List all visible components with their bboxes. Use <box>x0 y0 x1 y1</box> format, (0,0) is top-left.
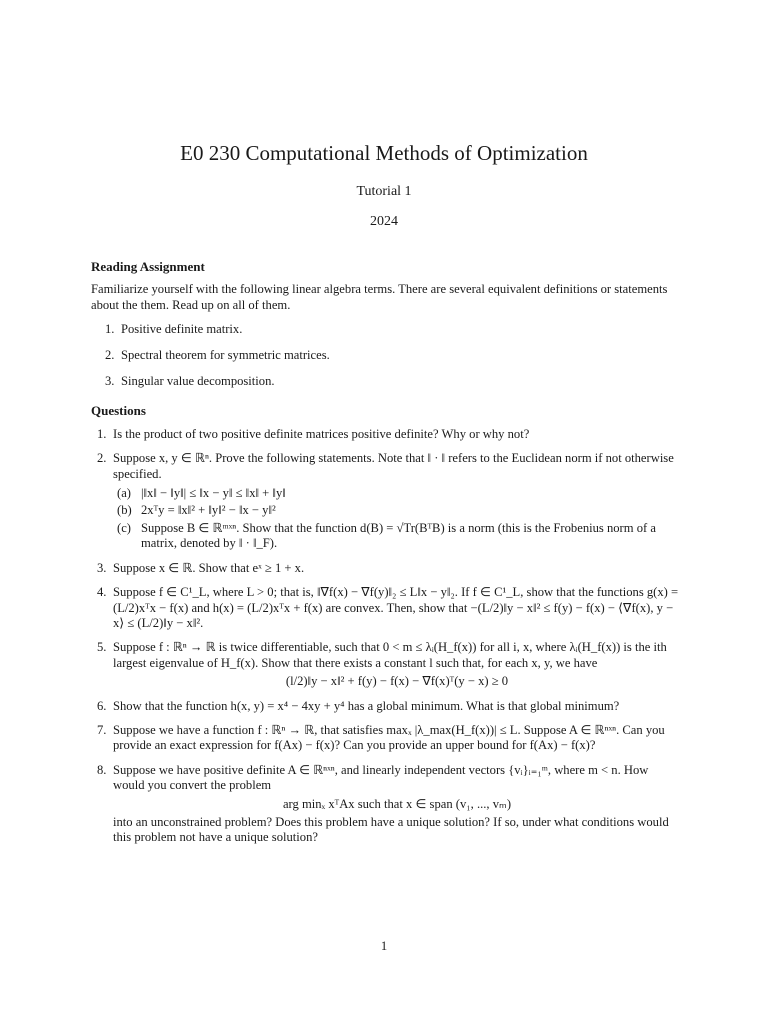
questions-heading: Questions <box>91 403 146 419</box>
document-body <box>91 259 681 855</box>
question-2b: (b) 2xᵀy = ‖x‖² + ‖y‖² − ‖x − y‖² <box>117 503 276 518</box>
question-8: 8. Suppose we have positive definite A ∈ ℝⁿˣⁿ, and linearly independent vectors {vᵢ}ᵢ₌₁ᵐ, where m < n. How would you convert the problem arg minₓ xᵀAx such that x ∈ span (v₁, ..., vₘ) into an unconstrained problem? Does this problem have a unique solution? If so, under what conditions would this problem not have a unique solution? <box>91 763 681 846</box>
question-2-parts <box>113 486 681 552</box>
reading-assignment-section <box>91 259 681 389</box>
reading-list <box>91 322 681 389</box>
question-6: 6. Show that the function h(x, y) = x⁴ − 4xy + y⁴ has a global minimum. What is that global minimum? <box>97 698 620 713</box>
question-5: 5. Suppose f : ℝⁿ → ℝ is twice differentiable, such that 0 < m ≤ λᵢ(H_f(x)) for all i, x, where λᵢ(H_f(x)) is the ith largest eigenvalue of H_f(x). Show that there exists a constant l such that, for each x, y, we have (l/2)‖y − x‖² + f(y) − f(x) − ∇f(x)ᵀ(y − x) ≥ 0 <box>91 640 681 689</box>
document-year: 2024 <box>370 214 398 229</box>
questions-list <box>91 427 681 846</box>
question-1: 1. Is the product of two positive definite matrices positive definite? Why or why not? <box>97 426 530 441</box>
question-7: 7. Suppose we have a function f : ℝⁿ → ℝ, that satisfies maxₓ |λ_max(H_f(x))| ≤ L. Suppose A ∈ ℝⁿˣⁿ. Can you provide an exact expression for f(Ax) − f(x)? Can you provide an upper bound for f(Ax) − f(x)? <box>97 722 665 753</box>
question-2c: (c) Suppose B ∈ ℝᵐˣⁿ. Show that the function d(B) = √Tr(BᵀB) is a norm (this is the Frobenius norm of a matrix, denoted by ‖ · ‖_F). <box>117 520 656 551</box>
question-4: 4. Suppose f ∈ C¹_L, where L > 0; that is, ‖∇f(x) − ∇f(y)‖₂ ≤ L‖x − y‖₂. If f ∈ C¹_L, show that the functions g(x) = (L/2)xᵀx − f(x) and h(x) = (L/2)xᵀx + f(x) are convex. Then, show that −(L/2)‖y − x‖² ≤ f(y) − f(x) − ⟨∇f(x), y − x⟩ ≤ (L/2)‖y − x‖². <box>97 585 679 630</box>
reading-item: 3. Singular value decomposition. <box>105 374 275 389</box>
question-8-followup: into an unconstrained problem? Does this problem have a unique solution? If so, under what conditions would this problem not have a unique solution? <box>113 814 669 845</box>
question-2: 2. Suppose x, y ∈ ℝⁿ. Prove the following statements. Note that ‖ · ‖ refers to the Euclidean norm if not otherwise specified. (a) |‖x‖ − ‖y‖| ≤ ‖x − y‖ ≤ ‖x‖ + ‖y‖ (b) 2xᵀy = ‖x‖² + ‖y‖² − ‖x − y‖² (c) Suppose B ∈ ℝᵐˣⁿ. Show that the function d(B) = √Tr(BᵀB) is a norm (this is the Frobenius norm of a matrix, denoted by ‖ · ‖_F). <box>91 451 681 551</box>
document-title: E0 230 Computational Methods of Optimization <box>180 141 588 165</box>
question-8-equation: arg minₓ xᵀAx such that x ∈ span (v₁, ..., vₘ) <box>282 796 512 811</box>
question-2a: (a) |‖x‖ − ‖y‖| ≤ ‖x − y‖ ≤ ‖x‖ + ‖y‖ <box>117 486 286 501</box>
questions-section <box>91 403 681 845</box>
document-subtitle: Tutorial 1 <box>356 184 412 199</box>
reading-item: 1. Positive definite matrix. <box>105 322 243 337</box>
question-5-equation: (l/2)‖y − x‖² + f(y) − f(x) − ∇f(x)ᵀ(y − x) ≥ 0 <box>285 674 509 689</box>
reading-item: 2. Spectral theorem for symmetric matrices. <box>105 348 330 363</box>
reading-heading: Reading Assignment <box>91 259 205 274</box>
question-3: 3. Suppose x ∈ ℝ. Show that eˣ ≥ 1 + x. <box>97 560 305 575</box>
page-number: 1 <box>380 939 388 953</box>
reading-intro: Familiarize yourself with the following linear algebra terms. There are several equivalent definitions or statements about the them. Read up on all of them. <box>91 282 668 312</box>
